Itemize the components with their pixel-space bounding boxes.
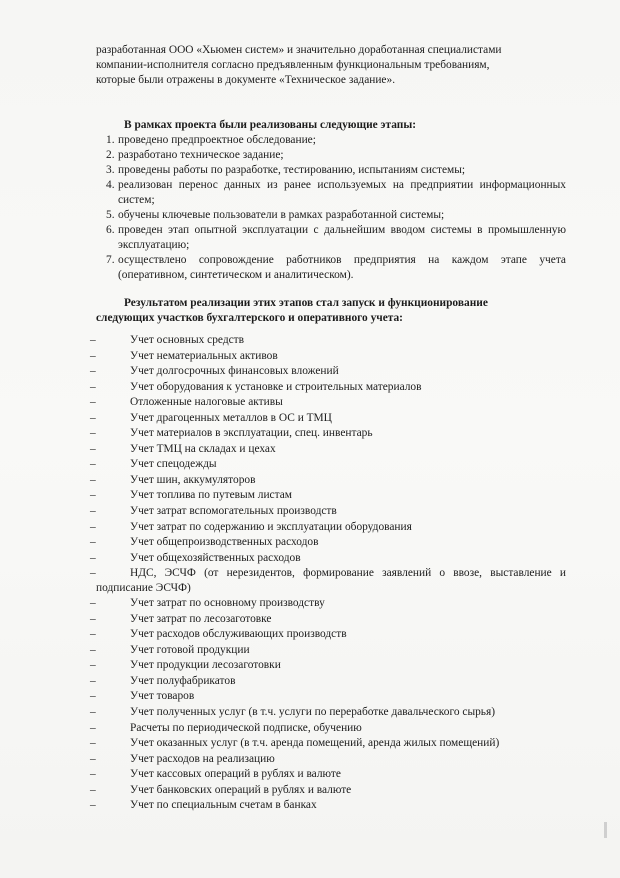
stage-number: 7. <box>106 254 115 266</box>
list-item <box>90 380 566 396</box>
stage-item <box>96 148 566 163</box>
list-item <box>90 473 566 489</box>
stage-item <box>96 178 566 208</box>
list-item <box>90 752 566 768</box>
list-item-text: Учет банковских операций в рублях и валюте <box>130 783 352 796</box>
dash-bullet: – <box>90 349 96 362</box>
stage-text: проведено предпроектное обследование; <box>118 134 316 146</box>
list-item <box>90 333 566 349</box>
stage-number: 2. <box>106 149 115 161</box>
result-heading-line-2: следующих участков бухгалтерского и оперативного учета: <box>96 312 403 324</box>
list-item <box>90 411 566 427</box>
list-item-text: Учет шин, аккумуляторов <box>130 473 256 486</box>
list-item <box>90 551 566 567</box>
dash-bullet: – <box>90 334 96 346</box>
intro-line: компании-исполнителя согласно предъявленным функциональным требованиям, <box>96 59 490 71</box>
list-item <box>90 783 566 799</box>
stage-text: разработано техническое задание; <box>118 149 284 161</box>
stage-text: проведен этап опытной эксплуатации с дальнейшим вводом системы в промышленную эксплуатацию; <box>118 224 566 251</box>
list-item-text: Учет полуфабрикатов <box>130 674 236 687</box>
dash-bullet: – <box>90 737 96 750</box>
dash-bullet: – <box>90 690 96 703</box>
list-item-text: Учет готовой продукции <box>130 643 250 656</box>
dash-bullet: – <box>90 365 96 378</box>
dash-bullet: – <box>90 674 96 687</box>
list-item <box>90 566 566 596</box>
list-item-text: Учет затрат по лесозаготовке <box>130 612 272 625</box>
dash-bullet: – <box>90 799 96 812</box>
intro-line: которые были отражены в документе «Техническое задание». <box>96 74 396 86</box>
list-item-text: Учет спецодежды <box>130 458 217 471</box>
dash-bullet: – <box>90 536 96 549</box>
stage-item <box>96 208 566 223</box>
stage-item <box>96 223 566 253</box>
dash-bullet: – <box>90 473 96 486</box>
dash-bullet: – <box>90 380 96 393</box>
dash-bullet: – <box>90 768 96 781</box>
list-item-text: Учет общехозяйственных расходов <box>130 551 301 564</box>
list-item-text: Учет оказанных услуг (в т.ч. аренда помещений, аренда жилых помещений) <box>130 737 500 750</box>
dash-bullet: – <box>90 489 96 502</box>
list-item-text: Учет расходов на реализацию <box>130 752 275 765</box>
dash-bullet: – <box>90 551 96 564</box>
list-item <box>90 721 566 737</box>
list-item-text: Учет драгоценных металлов в ОС и ТМЦ <box>130 411 332 424</box>
dash-bullet: – <box>90 427 96 440</box>
list-item <box>90 767 566 783</box>
list-item-text: Учет затрат по основному производству <box>130 597 325 610</box>
list-item <box>90 349 566 365</box>
list-item-text: Учет общепроизводственных расходов <box>130 536 319 549</box>
list-item <box>90 596 566 612</box>
list-item <box>90 658 566 674</box>
dash-bullet: – <box>90 659 96 672</box>
stage-item <box>96 133 566 148</box>
dash-bullet: – <box>90 783 96 796</box>
list-item-text: Учет материалов в эксплуатации, спец. инвентарь <box>130 427 373 440</box>
stages-heading: В рамках проекта были реализованы следующие этапы: <box>124 119 417 131</box>
dash-bullet: – <box>90 612 96 625</box>
dash-bullet: – <box>90 411 96 424</box>
list-item <box>90 705 566 721</box>
intro-paragraph <box>96 43 566 88</box>
list-item <box>90 520 566 536</box>
dash-bullet: – <box>90 706 96 719</box>
list-item <box>90 736 566 752</box>
dash-bullet: – <box>90 628 96 641</box>
list-item <box>90 689 566 705</box>
stage-number: 4. <box>106 179 115 191</box>
list-item-text: Учет затрат вспомогательных производств <box>130 505 337 518</box>
stage-item <box>96 253 566 283</box>
list-item <box>90 488 566 504</box>
list-item-text: Учет оборудования к установке и строительных материалов <box>130 380 422 393</box>
list-item-text: Расчеты по периодической подписке, обучению <box>130 721 362 734</box>
stage-text: проведены работы по разработке, тестированию, испытаниям системы; <box>118 164 466 176</box>
list-item <box>90 535 566 551</box>
stage-text: обучены ключевые пользователи в рамках разработанной системы; <box>118 209 445 221</box>
dash-bullet: – <box>90 505 96 518</box>
stage-item <box>96 163 566 178</box>
stage-text: осуществлено сопровождение работников предприятия на каждом этапе учета (оперативном, синтетическом и аналитическом). <box>118 254 566 281</box>
accounting-areas-list <box>90 333 566 814</box>
list-item <box>90 457 566 473</box>
list-item <box>90 643 566 659</box>
dash-bullet: – <box>90 597 96 610</box>
list-item-text: Отложенные налоговые активы <box>130 396 283 409</box>
dash-bullet: – <box>90 396 96 409</box>
list-item-text: НДС, ЭСЧФ (от нерезидентов, формирование заявлений о ввозе, выставление и подписание ЭСЧФ) <box>96 567 566 595</box>
dash-bullet: – <box>90 520 96 533</box>
stage-number: 5. <box>106 209 115 221</box>
list-item-text: Учет основных средств <box>130 334 245 346</box>
dash-bullet: – <box>90 721 96 734</box>
list-item <box>90 426 566 442</box>
list-item-text: Учет кассовых операций в рублях и валюте <box>130 768 341 781</box>
result-heading <box>96 296 566 326</box>
dash-bullet: – <box>90 442 96 455</box>
dash-bullet: – <box>90 752 96 765</box>
list-item-text: Учет по специальным счетам в банках <box>130 799 317 812</box>
list-item-text: Учет товаров <box>130 690 195 703</box>
list-item-text: Учет ТМЦ на складах и цехах <box>130 442 276 455</box>
list-item-text: Учет полученных услуг (в т.ч. услуги по переработке давальческого сырья) <box>130 706 496 719</box>
result-heading-line-1: Результатом реализации этих этапов стал запуск и функционирование <box>124 297 488 309</box>
list-item <box>90 627 566 643</box>
stage-number: 6. <box>106 224 115 236</box>
stage-text: реализован перенос данных из ранее используемых на предприятии информационных систем; <box>118 179 566 206</box>
stage-number: 3. <box>106 164 115 176</box>
stages-list <box>96 133 566 283</box>
list-item <box>90 612 566 628</box>
list-item-text: Учет топлива по путевым листам <box>130 489 292 502</box>
list-item-text: Учет нематериальных активов <box>130 349 278 362</box>
scan-edge-mark <box>604 822 607 838</box>
list-item <box>90 364 566 380</box>
document-body <box>90 43 566 814</box>
list-item-text: Учет продукции лесозаготовки <box>130 659 281 672</box>
list-item-text: Учет расходов обслуживающих производств <box>130 628 347 641</box>
list-item <box>90 798 566 814</box>
intro-line: разработанная ООО «Хьюмен систем» и значительно доработанная специалистами <box>96 44 502 56</box>
dash-bullet: – <box>90 643 96 656</box>
dash-bullet: – <box>90 567 96 580</box>
list-item <box>90 442 566 458</box>
list-item <box>90 504 566 520</box>
list-item-text: Учет затрат по содержанию и эксплуатации оборудования <box>130 520 412 533</box>
dash-bullet: – <box>90 458 96 471</box>
list-item <box>90 395 566 411</box>
list-item-text: Учет долгосрочных финансовых вложений <box>130 365 339 378</box>
stage-number: 1. <box>106 134 115 146</box>
list-item <box>90 674 566 690</box>
